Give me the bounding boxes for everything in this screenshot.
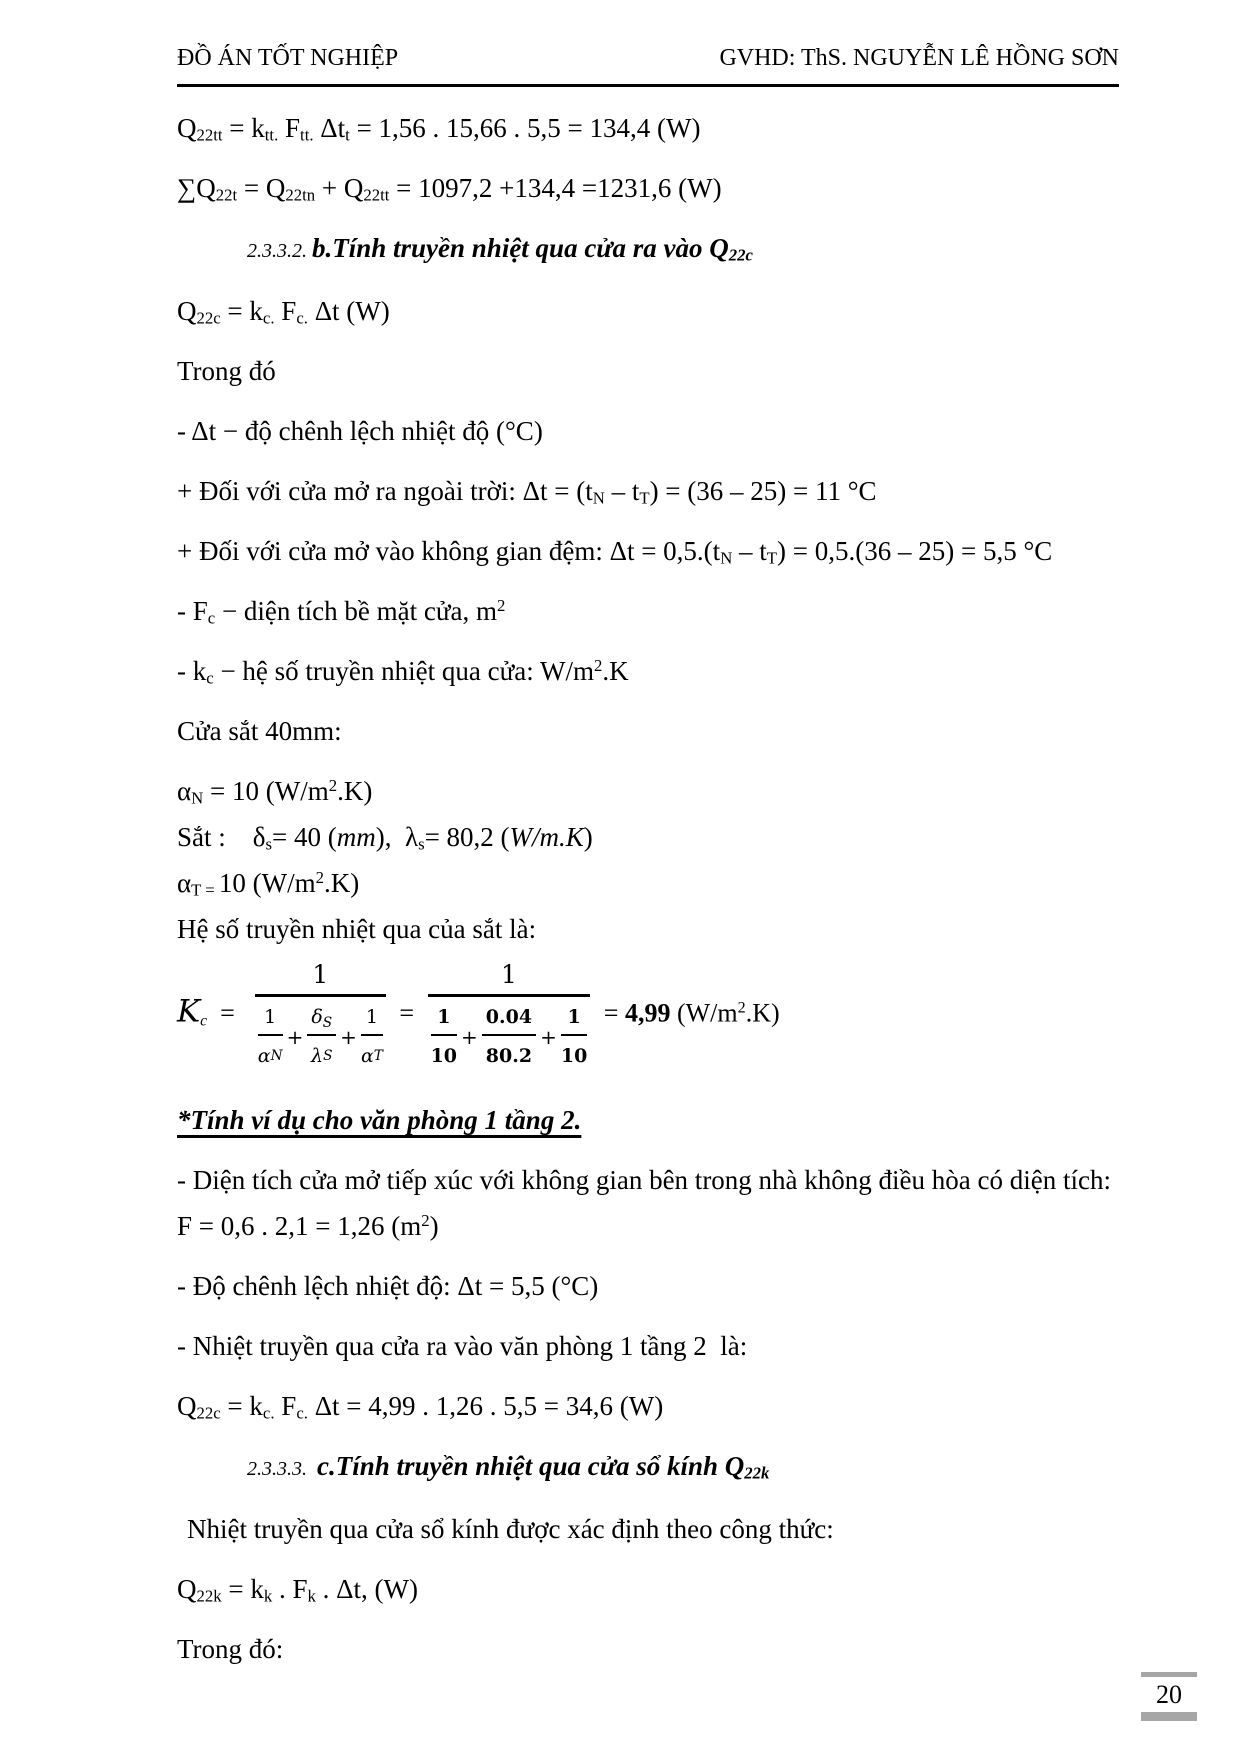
label-he-so-truyen-nhiet: Hệ số truyền nhiệt qua của sắt là: (177, 914, 537, 944)
fraction: 1 1 α N + $\delta_S$ λ S + 1 α T (255, 958, 386, 1073)
text-cong-thuc-kinh: Nhiệt truyền qua cửa sổ kính được xác định theo công thức: (187, 1514, 834, 1544)
value-alpha-n: αN = 10 $(W/m^2.K)$ (177, 775, 373, 808)
eq-sum-q22t: ∑Q22t = Q22tn + Q22tt = 1097,2 +134,4 =1231,6 (W) (177, 173, 722, 205)
definition-delta-t: - Δt − độ chênh lệch nhiệt độ (°C) (177, 416, 543, 446)
page-number (1141, 1672, 1197, 1721)
fraction: $\delta_S$ λ S (307, 1000, 336, 1073)
eq-q22c-definition: Q22c = kc. Fc. Δt (W) (177, 296, 390, 328)
eq-q22c-result: Q22c = kc. Fc. Δt = 4,99 . 1,26 . 5,5 = 34,6 (W) (177, 1391, 664, 1423)
page-number-value: 20 (1156, 1680, 1182, 1709)
case-door-buffer: + Đối với cửa mở vào không gian đệm: Δt = 0,5.(tN – tT) = 0,5.(36 – 25) = 5,5 °C (177, 536, 1053, 568)
heading-vi-du-van-phong: *Tính ví dụ cho văn phòng 1 tầng 2. (177, 1105, 582, 1135)
formula-kc: Kc = 1 1 α N + $\delta_S$ λ S + 1 α T = 1 $\frac{1}{10}$ + $\frac{0.04}{80.2}$ + $\frac{1}{10}$ = 4,99 $(W/m^2.K)$ (177, 958, 1119, 1073)
fraction: 1 $\frac{1}{10}$ + $\frac{0.04}{80.2}$ + $\frac{1}{10}$ (428, 958, 591, 1073)
text-nhiet-truyen-qua-cua: - Nhiệt truyền qua cửa ra vào văn phòng 1 tầng 2 là: (177, 1331, 748, 1361)
value-sat-properties: Sắt : δs= 40 (mm), λs= 80,2 (W/m.K) (177, 822, 593, 854)
text-dien-tich-cua-mo: - Diện tích cửa mở tiếp xúc với không gian bên trong nhà không điều hòa có diện tích: (177, 1165, 1111, 1195)
fraction: 1 α N (258, 1000, 283, 1073)
value-alpha-t: αT = 10 $(W/m^2.K)$ (177, 867, 360, 900)
label-cua-sat: Cửa sắt 40mm: (177, 716, 342, 746)
header-right-supervisor: GVHD: ThS. NGUYỄN LÊ HỒNG SƠN (719, 45, 1119, 71)
definition-kc: - kc − hệ số truyền nhiệt qua cửa: $W/m^2.K$ (177, 655, 629, 688)
heading-2-3-3-3: 2.3.3.3. c.Tính truyền nhiệt qua cửa sổ kính Q22k (247, 1451, 770, 1483)
label-trong-do-2: Trong đó: (177, 1634, 284, 1664)
header-left-title: ĐỒ ÁN TỐT NGHIỆP (177, 45, 399, 71)
fraction: $\frac{0.04}{80.2}$ (482, 1000, 536, 1073)
definition-fc: - Fc − diện tích bề mặt cửa, $m^2$ (177, 595, 506, 628)
eq-f-area: F = 0,6 . 2,1 = 1,26 $(m^2)$ (177, 1210, 439, 1241)
fraction: $\frac{1}{10}$ (561, 1000, 587, 1073)
fraction: 1 α T (361, 1000, 383, 1073)
eq-q22k: Q22k = kk . Fk . Δt, (W) (177, 1574, 418, 1606)
label-trong-do: Trong đó (177, 356, 276, 386)
fraction: $\frac{1}{10}$ (431, 1000, 457, 1073)
eq-q22tt: Q22tt = ktt. Ftt. Δtt = 1,56 . 15,66 . 5,5 = 134,4 (W) (177, 113, 701, 145)
page-header (177, 44, 1119, 87)
case-door-outdoor: + Đối với cửa mở ra ngoài trời: Δt = (tN – tT) = (36 – 25) = 11 °C (177, 476, 877, 508)
text-do-chenh-lech: - Độ chênh lệch nhiệt độ: Δt = 5,5 (°C) (177, 1271, 599, 1301)
page-content (177, 87, 1119, 1666)
heading-2-3-3-2: 2.3.3.2. b.Tính truyền nhiệt qua cửa ra vào Q22c (247, 233, 753, 265)
